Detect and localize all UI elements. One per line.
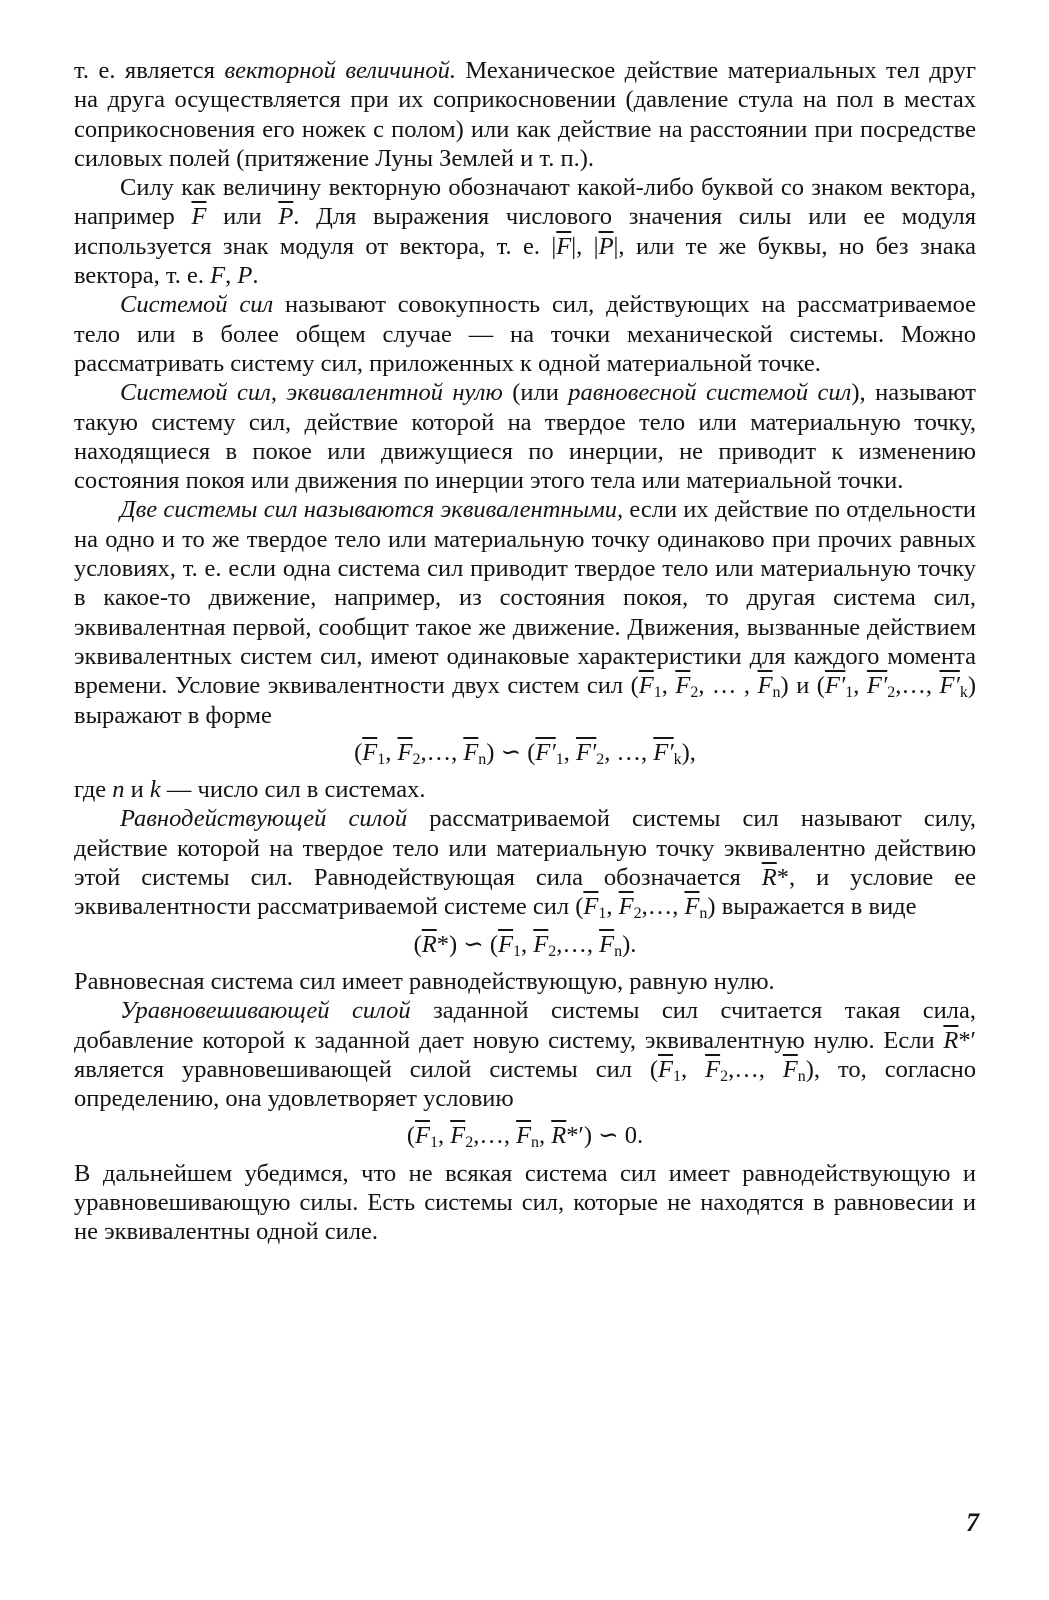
subscript: 1	[513, 942, 522, 960]
text-run: ,…,	[641, 893, 685, 921]
text-run: ,	[385, 738, 398, 766]
vector-symbol: $\overline{F}$	[415, 1122, 430, 1150]
text-run: ,	[539, 1122, 552, 1150]
subscript: 1	[377, 750, 386, 768]
text-run: В дальнейшем убедимся, что не всякая система сил имеет равнодействующую и уравновешивающую силы. Есть системы сил, которые не находятся в равновесии и не эквивалентны одной силе.	[74, 1159, 976, 1246]
vector-symbol: $\overline{F}$	[705, 1055, 721, 1083]
subscript: k	[959, 684, 968, 702]
subscript: 2	[465, 1134, 474, 1152]
text-run: ,…,	[473, 1122, 517, 1150]
text-run: называют совокупность сил, действующих на рассматриваемое тело или в более общем случае — на точки механической системы. Можно рассматривать систему сил, приложенных к одной материальной точке.	[74, 291, 977, 377]
vector-symbol: $\overline{F}$	[191, 203, 207, 231]
formula-f2	[74, 930, 976, 959]
text-run: ) и (	[780, 672, 825, 700]
page-number: 7	[966, 1508, 979, 1537]
text-run: .	[252, 262, 259, 290]
subscript: n	[531, 1134, 540, 1152]
italic-term: k	[149, 776, 161, 804]
paragraph-p7	[74, 804, 976, 921]
vector-symbol: $\overline{F}$	[599, 930, 615, 958]
subscript: 1	[555, 750, 564, 768]
text-run: ) выражают в форме	[74, 672, 976, 729]
text-run: (	[354, 738, 363, 766]
subscript: 2	[720, 1067, 729, 1085]
text-run: (или	[502, 379, 569, 407]
subscript: 1	[598, 905, 607, 923]
vector-symbol: $\overline{P}$	[598, 232, 614, 260]
paragraph-p4	[74, 378, 976, 495]
vector-symbol: $\overline{R}$	[761, 864, 777, 892]
text-run: Силу как величину векторную обозначают какой-либо буквой со знаком вектора, например	[74, 174, 976, 231]
subscript: 1	[653, 684, 662, 702]
text-run: ) выражается в виде	[707, 893, 917, 921]
vector-symbol: $\overline{F}$	[757, 672, 773, 700]
text-run: т. е. является	[74, 57, 225, 84]
vector-symbol: $\overline{F}$	[675, 672, 691, 700]
text-run: заданной системы сил считается такая сила, добавление которой к заданной дает новую систему, эквивалентную нулю. Если	[74, 997, 976, 1054]
text-run: ,…,	[728, 1055, 783, 1083]
text-run: (	[406, 1122, 415, 1150]
text-run: *′) ∽ 0.	[566, 1122, 644, 1150]
text-run: ), называют такую систему сил, действие которой на твердое тело или материальную точку, находящиеся в покое или движущиеся по инерции, не приводит к изменению состояния покоя или движения по инерции этого тела или материальной точки.	[74, 379, 977, 495]
paragraph-p5	[74, 495, 976, 729]
text-run: ,…,	[420, 738, 464, 766]
paragraph-p8	[74, 967, 976, 996]
subscript: n	[772, 684, 781, 702]
paragraph-p1	[74, 56, 976, 173]
text-run: , …,	[604, 738, 654, 766]
italic-term: Две системы сил называются эквивалентными,	[120, 496, 624, 524]
paragraph-p10	[74, 1159, 976, 1247]
vector-symbol: $\overline{F}$	[533, 930, 549, 958]
italic-term: равновесной системой сил	[568, 379, 852, 407]
text-run: *′ является уравновешивающей силой системы сил (	[74, 1026, 976, 1083]
formula-f3	[74, 1121, 976, 1150]
text-run: Механическое действие материальных тел друг на друга осуществляется при их соприкосновении (давление стула на пол в местах соприкосновения его ножек с полом) или как действие на расстоянии при посредстве силовых полей (притяжение Луны Землей и т. п.).	[74, 57, 977, 172]
text-run: если их действие по отдельности на одно и то же твердое тело или материальную точку одинаково при прочих равных условиях, т. е. если одна система сил приводит твердое тело или материальную точку в какое-то движение, например, из состояния покоя, то другая система сил, эквивалентная первой, сообщит такое же движение. Движения, вызванные действием эквивалентных систем сил, имеют одинаковые характеристики для каждого момента времени. Условие эквивалентности двух систем сил (	[74, 496, 976, 700]
subscript: 2	[887, 684, 896, 702]
vector-symbol: F′	[939, 672, 960, 700]
text-run: ,	[521, 930, 534, 958]
vector-symbol: $\overline{F}$	[684, 893, 700, 921]
text-run: ) ∽ (	[486, 738, 536, 766]
italic-term: Равнодействующей силой	[120, 805, 408, 833]
text-run: и	[124, 776, 150, 804]
body-text	[74, 56, 976, 1247]
vector-symbol: $\overline{F}$	[450, 1122, 466, 1150]
subscript: n	[614, 942, 623, 960]
subscript: n	[699, 905, 708, 923]
subscript: 2	[412, 750, 421, 768]
text-run: , … ,	[698, 672, 758, 700]
subscript: 1	[673, 1067, 682, 1085]
subscript: k	[673, 750, 682, 768]
vector-symbol: $\overline{F}$	[782, 1055, 798, 1083]
subscript: n	[797, 1067, 806, 1085]
subscript: 1	[845, 684, 854, 702]
text-run: ,	[563, 738, 576, 766]
subscript: 2	[690, 684, 699, 702]
vector-symbol: F′	[866, 672, 888, 700]
vector-symbol: F′	[535, 738, 556, 766]
italic-term: Уравновешивающей силой	[120, 997, 411, 1025]
vector-symbol: $\overline{R}$	[421, 930, 437, 958]
vector-symbol: F′	[824, 672, 846, 700]
text-run: ,	[606, 893, 619, 921]
text-run: |, |	[571, 232, 599, 260]
paragraph-p2	[74, 173, 976, 290]
text-run: Равновесная система сил имеет равнодействующую, равную нулю.	[74, 967, 775, 995]
vector-symbol: $\overline{F}$	[658, 1055, 674, 1083]
subscript: 2	[633, 905, 642, 923]
text-run: где	[74, 776, 113, 804]
formula-f1	[74, 738, 976, 767]
italic-term: Системой сил	[120, 291, 274, 319]
text-run: ,	[437, 1122, 451, 1150]
text-run: ,	[853, 672, 867, 700]
vector-symbol: $\overline{F}$	[516, 1122, 532, 1150]
text-run: ,	[661, 672, 676, 700]
text-run: *) ∽ (	[436, 930, 499, 958]
text-run: ,…,	[895, 672, 940, 700]
text-run: ,	[681, 1055, 706, 1083]
text-run: ),	[681, 738, 696, 766]
vector-symbol: $\overline{F}$	[498, 930, 514, 958]
subscript: 2	[596, 750, 605, 768]
text-run: — число сил в системах.	[160, 776, 426, 804]
vector-symbol: $\overline{F}$	[463, 738, 479, 766]
paragraph-p3	[74, 290, 976, 378]
vector-symbol: $\overline{F}$	[556, 232, 572, 260]
italic-term: векторной величиной.	[224, 57, 456, 84]
vector-symbol: $\overline{F}$	[583, 893, 599, 921]
text-run: . Для выражения числового значения силы или ее модуля используется знак модуля от вектора, т. е. |	[74, 203, 976, 260]
vector-symbol: $\overline{F}$	[362, 738, 378, 766]
text-run: или	[206, 203, 279, 231]
vector-symbol: $\overline{P}$	[278, 203, 294, 231]
text-run: *, и условие ее эквивалентности рассматриваемой системе сил (	[74, 864, 976, 921]
vector-symbol: F′	[653, 738, 674, 766]
italic-term: Системой сил, эквивалентной нулю	[120, 379, 503, 407]
vector-symbol: F′	[575, 738, 597, 766]
vector-symbol: $\overline{R}$	[943, 1026, 959, 1054]
subscript: 2	[548, 942, 557, 960]
vector-symbol: $\overline{F}$	[618, 893, 634, 921]
vector-symbol: $\overline{F}$	[397, 738, 413, 766]
text-run: (	[413, 930, 422, 958]
text-run: ,…,	[556, 930, 600, 958]
vector-symbol: $\overline{R}$	[551, 1122, 567, 1150]
text-run: ,	[225, 262, 238, 290]
text-run: рассматриваемой системы сил называют силу, действие которой на твердое тело или материальную точку эквивалентно действию этой системы сил. Равнодействующая сила обозначается	[74, 805, 976, 892]
vector-symbol: $\overline{F}$	[638, 672, 654, 700]
text-run: ).	[622, 930, 637, 958]
text-run: |, или те же буквы, но без знака вектора, т. е.	[74, 232, 977, 290]
paragraph-p6	[74, 775, 976, 804]
italic-term: P	[237, 262, 253, 290]
italic-term: n	[112, 776, 125, 804]
italic-term: F	[210, 262, 226, 290]
subscript: n	[478, 750, 487, 768]
subscript: 1	[429, 1134, 438, 1152]
text-run: ), то, согласно определению, она удовлетворяет условию	[74, 1055, 976, 1113]
paragraph-p9	[74, 996, 976, 1113]
